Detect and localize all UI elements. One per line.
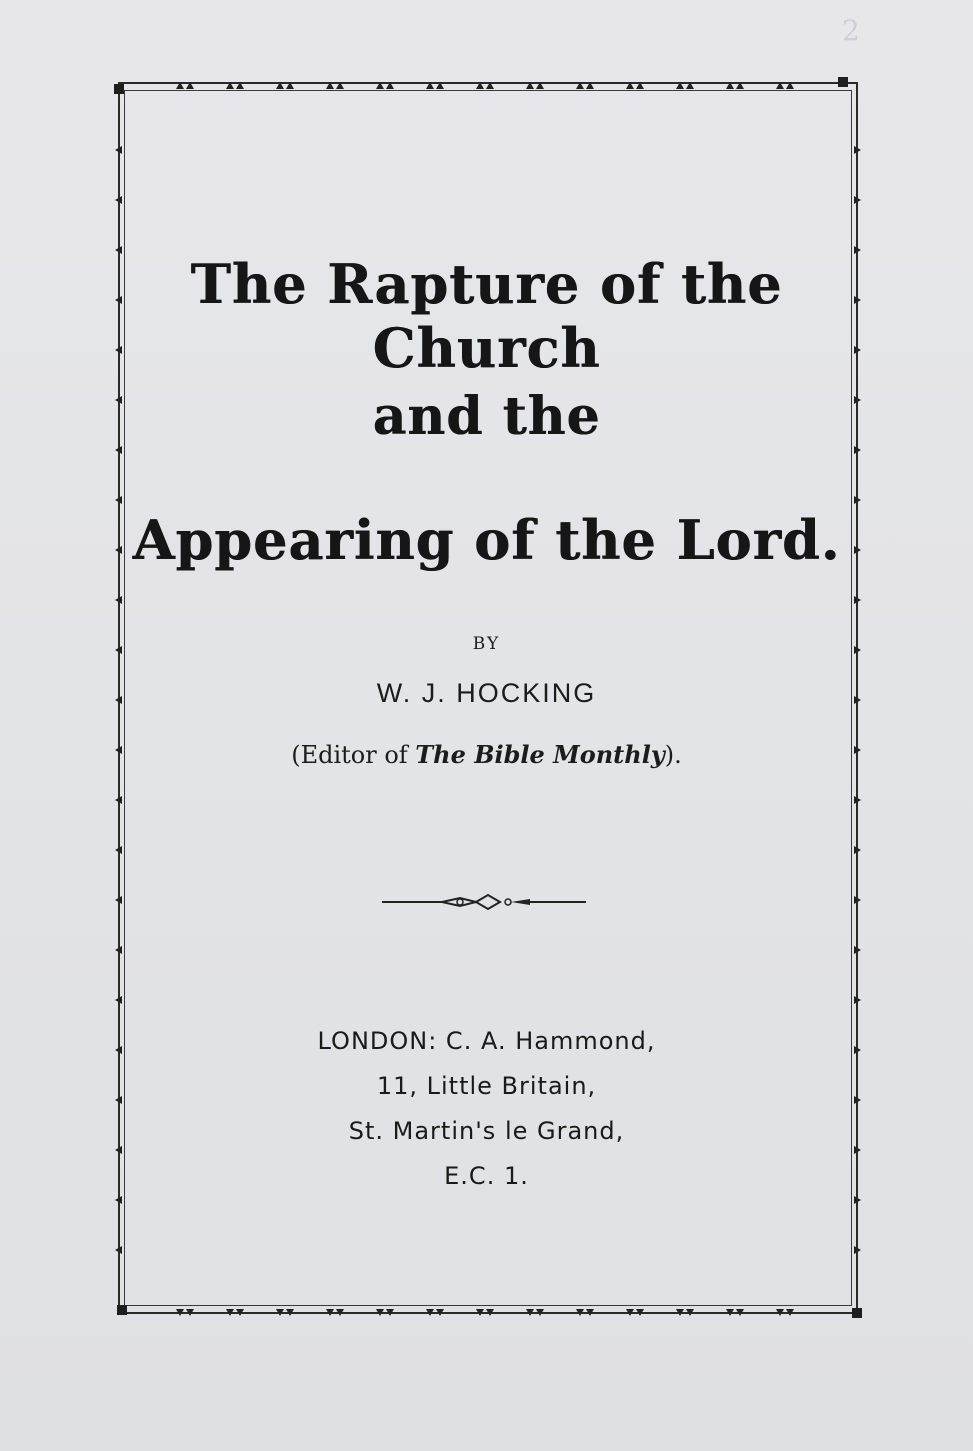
border-tick-left bbox=[115, 1246, 122, 1254]
border-tick-top bbox=[176, 82, 184, 89]
border-tick-right bbox=[854, 496, 861, 504]
border-tick-right bbox=[854, 1196, 861, 1204]
border-tick-bottom bbox=[426, 1309, 434, 1316]
border-tick-top bbox=[226, 82, 234, 89]
border-tick-bottom bbox=[236, 1309, 244, 1316]
border-tick-bottom bbox=[286, 1309, 294, 1316]
border-tick-top bbox=[386, 82, 394, 89]
border-tick-left bbox=[115, 246, 122, 254]
border-tick-top bbox=[376, 82, 384, 89]
border-tick-bottom bbox=[276, 1309, 284, 1316]
byline-by: BY bbox=[472, 634, 501, 654]
border-tick-bottom bbox=[586, 1309, 594, 1316]
border-tick-top bbox=[736, 82, 744, 89]
border-tick-right bbox=[854, 946, 861, 954]
author-name: W. J. HOCKING bbox=[376, 678, 597, 708]
border-tick-top bbox=[776, 82, 784, 89]
border-tick-left bbox=[115, 446, 122, 454]
border-tick-right bbox=[854, 546, 861, 554]
border-tick-right bbox=[854, 746, 861, 754]
imprint-line-2: 11, Little Britain, bbox=[376, 1072, 597, 1100]
border-tick-left bbox=[115, 1146, 122, 1154]
border-tick-right bbox=[854, 596, 861, 604]
imprint-line-1: LONDON: C. A. Hammond, bbox=[317, 1027, 656, 1055]
border-tick-bottom bbox=[786, 1309, 794, 1316]
border-tick-bottom bbox=[686, 1309, 694, 1316]
border-tick-right bbox=[854, 296, 861, 304]
border-tick-left bbox=[115, 396, 122, 404]
title-line-3: Appearing of the Lord. bbox=[132, 508, 841, 572]
border-tick-right bbox=[854, 196, 861, 204]
border-tick-right bbox=[854, 346, 861, 354]
imprint-line-4: E.C. 1. bbox=[444, 1162, 529, 1190]
border-tick-top bbox=[336, 82, 344, 89]
border-tick-left bbox=[115, 196, 122, 204]
decorative-rule-ornament bbox=[380, 890, 590, 914]
editor-note bbox=[130, 740, 843, 769]
border-tick-left bbox=[115, 346, 122, 354]
border-tick-left bbox=[115, 746, 122, 754]
border-tick-right bbox=[854, 246, 861, 254]
border-tick-left bbox=[115, 1096, 122, 1104]
border-tick-left bbox=[115, 946, 122, 954]
border-tick-top bbox=[586, 82, 594, 89]
border-tick-left bbox=[115, 896, 122, 904]
border-tick-top bbox=[576, 82, 584, 89]
border-tick-top bbox=[526, 82, 534, 89]
editor-suffix: ). bbox=[664, 741, 682, 769]
border-tick-bottom bbox=[376, 1309, 384, 1316]
border-tick-right bbox=[854, 796, 861, 804]
border-tick-right bbox=[854, 896, 861, 904]
border-tick-bottom bbox=[186, 1309, 194, 1316]
border-tick-bottom bbox=[736, 1309, 744, 1316]
border-tick-left bbox=[115, 146, 122, 154]
border-tick-bottom bbox=[676, 1309, 684, 1316]
border-tick-left bbox=[115, 596, 122, 604]
border-tick-bottom bbox=[436, 1309, 444, 1316]
border-tick-right bbox=[854, 696, 861, 704]
border-tick-right bbox=[854, 996, 861, 1004]
border-tick-bottom bbox=[636, 1309, 644, 1316]
border-tick-top bbox=[326, 82, 334, 89]
border-tick-right bbox=[854, 1096, 861, 1104]
border-tick-top bbox=[276, 82, 284, 89]
border-tick-top bbox=[236, 82, 244, 89]
border-tick-bottom bbox=[626, 1309, 634, 1316]
border-tick-left bbox=[115, 796, 122, 804]
border-tick-right bbox=[854, 1146, 861, 1154]
border-tick-bottom bbox=[486, 1309, 494, 1316]
border-tick-left bbox=[115, 1196, 122, 1204]
border-tick-left bbox=[115, 646, 122, 654]
border-tick-left bbox=[115, 496, 122, 504]
border-tick-right bbox=[854, 1246, 861, 1254]
border-tick-left bbox=[115, 546, 122, 554]
border-tick-top bbox=[536, 82, 544, 89]
border-tick-bottom bbox=[536, 1309, 544, 1316]
border-tick-left bbox=[115, 1046, 122, 1054]
border-tick-bottom bbox=[386, 1309, 394, 1316]
border-tick-right bbox=[854, 396, 861, 404]
border-tick-top bbox=[186, 82, 194, 89]
border-tick-left bbox=[115, 296, 122, 304]
border-tick-top bbox=[476, 82, 484, 89]
border-tick-left bbox=[115, 996, 122, 1004]
title-line-2: and the bbox=[372, 386, 601, 447]
page-number: 2 bbox=[842, 14, 860, 47]
border-tick-top bbox=[436, 82, 444, 89]
border-tick-bottom bbox=[336, 1309, 344, 1316]
editor-prefix: (Editor of bbox=[291, 741, 416, 769]
border-tick-bottom bbox=[326, 1309, 334, 1316]
border-tick-bottom bbox=[726, 1309, 734, 1316]
border-tick-top bbox=[626, 82, 634, 89]
border-tick-bottom bbox=[176, 1309, 184, 1316]
border-tick-left bbox=[115, 846, 122, 854]
border-tick-right bbox=[854, 846, 861, 854]
border-tick-right bbox=[854, 446, 861, 454]
border-tick-bottom bbox=[576, 1309, 584, 1316]
border-tick-top bbox=[676, 82, 684, 89]
imprint-line-3: St. Martin's le Grand, bbox=[348, 1117, 625, 1145]
border-tick-top bbox=[786, 82, 794, 89]
border-tick-bottom bbox=[476, 1309, 484, 1316]
border-tick-right bbox=[854, 146, 861, 154]
border-tick-top bbox=[486, 82, 494, 89]
border-tick-top bbox=[636, 82, 644, 89]
border-tick-top bbox=[426, 82, 434, 89]
border-tick-top bbox=[686, 82, 694, 89]
border-tick-bottom bbox=[226, 1309, 234, 1316]
border-tick-right bbox=[854, 646, 861, 654]
border-tick-top bbox=[286, 82, 294, 89]
border-tick-top bbox=[726, 82, 734, 89]
title-line-1: The Rapture of the Church bbox=[190, 252, 783, 380]
border-tick-bottom bbox=[526, 1309, 534, 1316]
border-tick-right bbox=[854, 1046, 861, 1054]
border-tick-bottom bbox=[776, 1309, 784, 1316]
editor-publication: The Bible Monthly bbox=[415, 740, 665, 769]
border-tick-left bbox=[115, 696, 122, 704]
